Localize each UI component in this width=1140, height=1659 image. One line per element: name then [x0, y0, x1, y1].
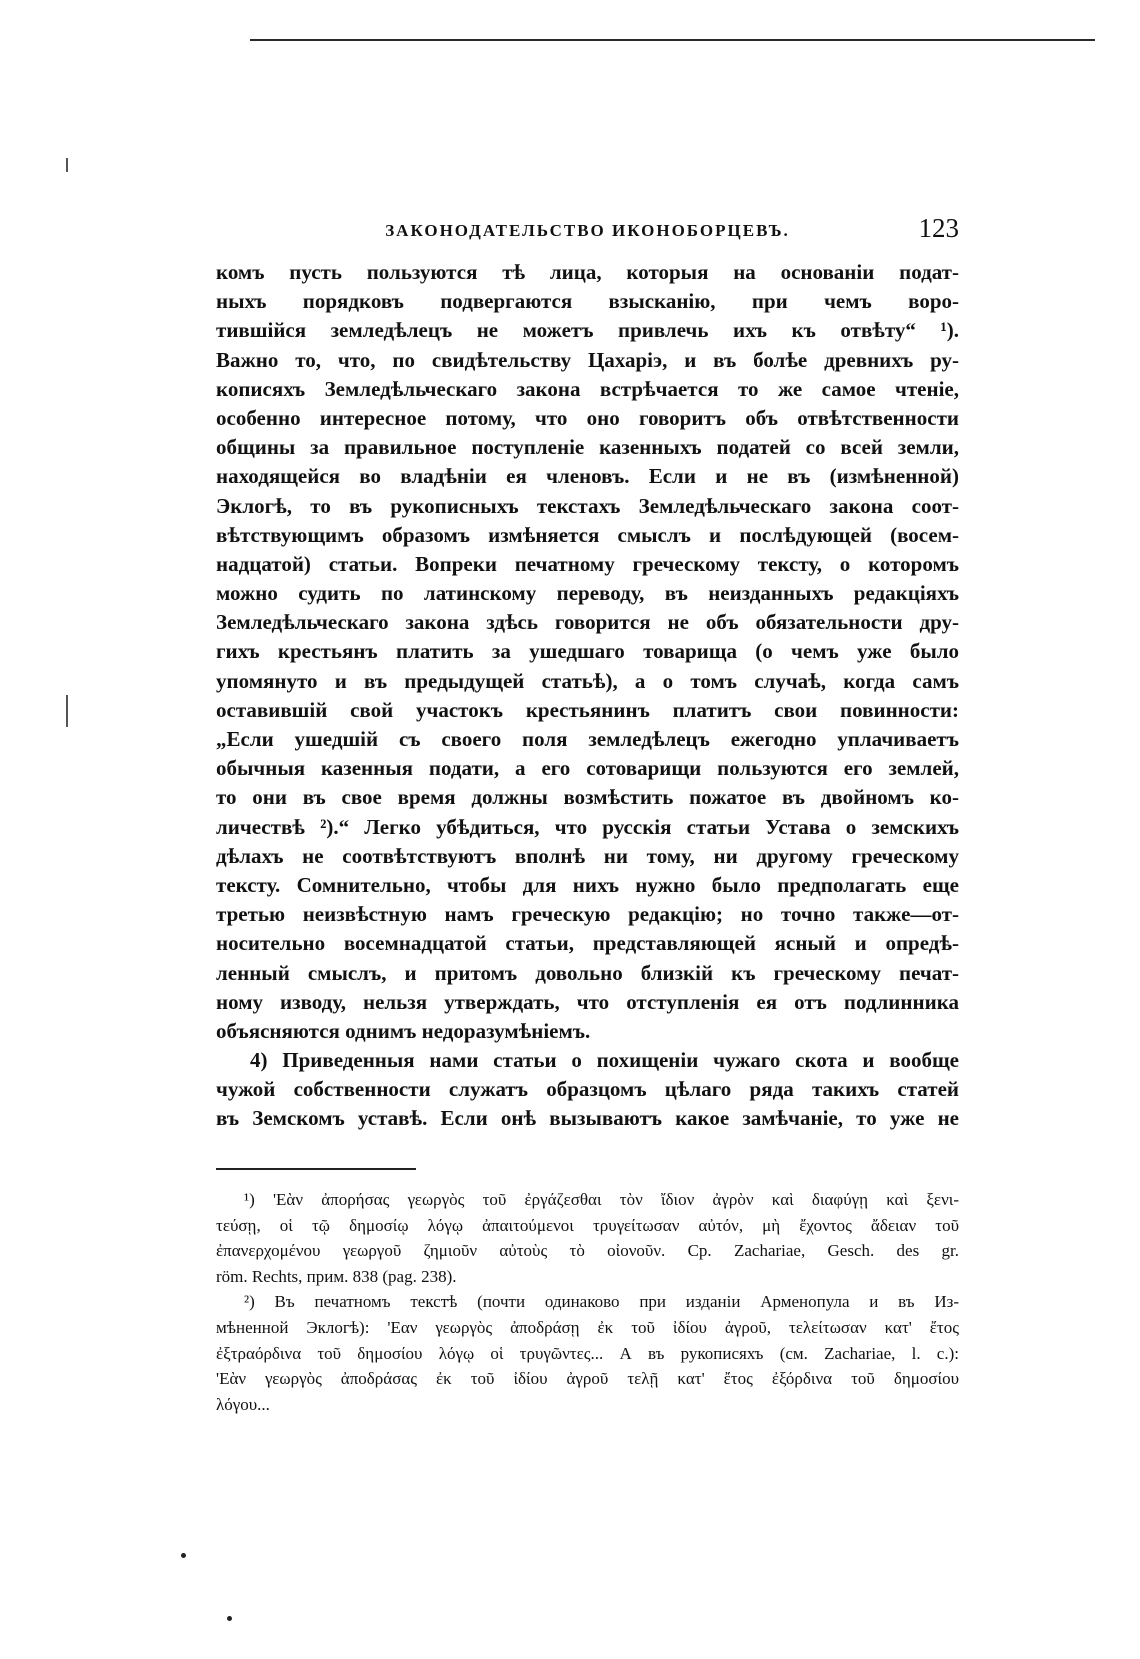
text-line: можно судить по латинскому переводу, въ неизданныхъ редакціяхъ [216, 581, 959, 606]
text-line: объясняются однимъ недоразумѣніемъ. [216, 1018, 591, 1043]
text-line: въ Земскомъ уставѣ. Если онѣ вызываютъ какое замѣчаніе, то уже не [216, 1106, 959, 1131]
footnote-line: ἐξτραόρδινα τοῦ δημοσίου λόγῳ οἱ τρυγῶντες... А въ рукописяхъ (см. Zachariae, l. c.): [216, 1343, 959, 1363]
scan-dot [227, 1616, 232, 1621]
footnote-2-start: ²) Въ печатномъ текстѣ (почти одинаково при изданіи Арменопула и въ Из- [244, 1292, 959, 1312]
text-line: находящейся во владѣніи ея членовъ. Если и не въ (измѣненной) [216, 464, 959, 489]
text-line: общины за правильное поступленіе казенныхъ податей со всей земли, [216, 435, 959, 460]
text-line: третью неизвѣстную намъ греческую редакцію; но точно также—от- [216, 902, 959, 927]
body-text [216, 258, 959, 1134]
text-line: вѣтствующимъ образомъ измѣняется смыслъ и послѣдующей (восем- [216, 522, 959, 547]
text-line: упомянуто и въ предыдущей статьѣ), а о томъ случаѣ, когда самъ [216, 668, 959, 693]
text-line: носительно восемнадцатой статьи, представляющей ясный и опредѣ- [216, 931, 959, 956]
scan-mark [66, 695, 68, 727]
text-line: то они въ свое время должны возмѣстить пожатое въ двойномъ ко- [216, 785, 959, 810]
text-line: тексту. Сомнительно, чтобы для нихъ нужно было предполагать еще [216, 872, 959, 897]
footnote-1-start: ¹) 'Εὰν ἀπορήσας γεωργὸς τοῦ ἐργάζεσθαι τὸν ἴδιον ἀγρὸν καὶ διαφύγῃ καὶ ξενι- [244, 1190, 959, 1209]
text-line: дѣлахъ не соотвѣтствуютъ вполнѣ ни тому, ни другому греческому [216, 843, 959, 868]
text-line: ному изводу, нельзя утверждать, что отступленія ея отъ подлинника [216, 989, 959, 1014]
text-line: надцатой) статьи. Вопреки печатному греческому тексту, о которомъ [216, 551, 959, 576]
text-line: личествѣ ²).“ Легко убѣдиться, что русскія статьи Устава о земскихъ [216, 814, 959, 839]
footnote-separator [216, 1168, 416, 1170]
text-line: комъ пусть пользуются тѣ лица, которыя на основаніи подат- [216, 260, 959, 284]
footnote-line: τεύσῃ, οἱ τῷ δημοσίῳ λόγῳ ἀπαιτούμενοι τρυγείτωσαν αὐτόν, μὴ ἔχοντος ἄδειαν τοῦ [216, 1215, 959, 1235]
top-border-line [250, 39, 1095, 41]
text-line: чужой собственности служатъ образцомъ цѣлаго ряда такихъ статей [216, 1077, 959, 1102]
footnote-line: ἐπανερχομένου γεωργοῦ ζημιοῦν αὐτοὺς τὸ οἰονοῦν. Cp. Zachariae, Gesch. des gr. [216, 1241, 959, 1261]
footnote-line: мѣненной Эклогѣ): 'Εαν γεωργὸς ἀποδράσῃ ἐκ τοῦ ἰδίου ἀγροῦ, τελείτωσαν κατ' ἔτος [216, 1317, 959, 1337]
footnotes [216, 1187, 959, 1417]
page-header [216, 213, 959, 249]
text-line: Земледѣльческаго закона здѣсь говорится не объ обязательности дру- [216, 610, 959, 635]
text-line: ленный смыслъ, и притомъ довольно близкій къ греческому печат- [216, 960, 959, 985]
text-line: ныхъ порядковъ подвергаются взысканію, при чемъ воро- [216, 289, 959, 314]
scan-mark [66, 158, 68, 172]
scan-dot [181, 1553, 186, 1558]
footnote-line: λόγου... [216, 1394, 270, 1414]
text-line: Важно то, что, по свидѣтельству Цахаріэ, и въ болѣе древнихъ ру- [216, 347, 959, 372]
page-number: 123 [918, 213, 959, 243]
text-line: „Если ушедшій съ своего поля земледѣлецъ ежегодно уплачиваетъ [216, 727, 959, 751]
text-line: Эклогѣ, то въ рукописныхъ текстахъ Земледѣльческаго закона соот- [216, 493, 959, 518]
footnote-line: röm. Rechts, прим. 838 (pag. 238). [216, 1266, 457, 1286]
running-title: ЗАКОНОДАТЕЛЬСТВО ИКОНОБОРЦЕВЪ. [385, 221, 790, 240]
text-line: кописяхъ Земледѣльческаго закона встрѣчается то же самое чтеніе, [216, 376, 959, 401]
text-line: оставившій свой участокъ крестьянинъ платитъ свои повинности: [216, 697, 959, 722]
text-line: обычныя казенныя подати, а его сотоварищи пользуются его землей, [216, 756, 959, 781]
text-line: особенно интересное потому, что оно говоритъ объ отвѣтственности [216, 405, 959, 430]
text-line: гихъ крестьянъ платить за ушедшаго товарища (о чемъ уже было [216, 639, 959, 664]
paragraph-start: 4) Приведенныя нами статьи о похищеніи чужаго скота и вообще [250, 1048, 959, 1073]
footnote-line: 'Εὰν γεωργὸς ἀποδράσας ἐκ τοῦ ἰδίου ἀγροῦ τελῇ κατ' ἔτος ἐξόρδινα τοῦ δημοσίου [216, 1369, 959, 1389]
text-line: тившійся земледѣлецъ не можетъ привлечь ихъ къ отвѣту“ ¹). [216, 318, 959, 343]
